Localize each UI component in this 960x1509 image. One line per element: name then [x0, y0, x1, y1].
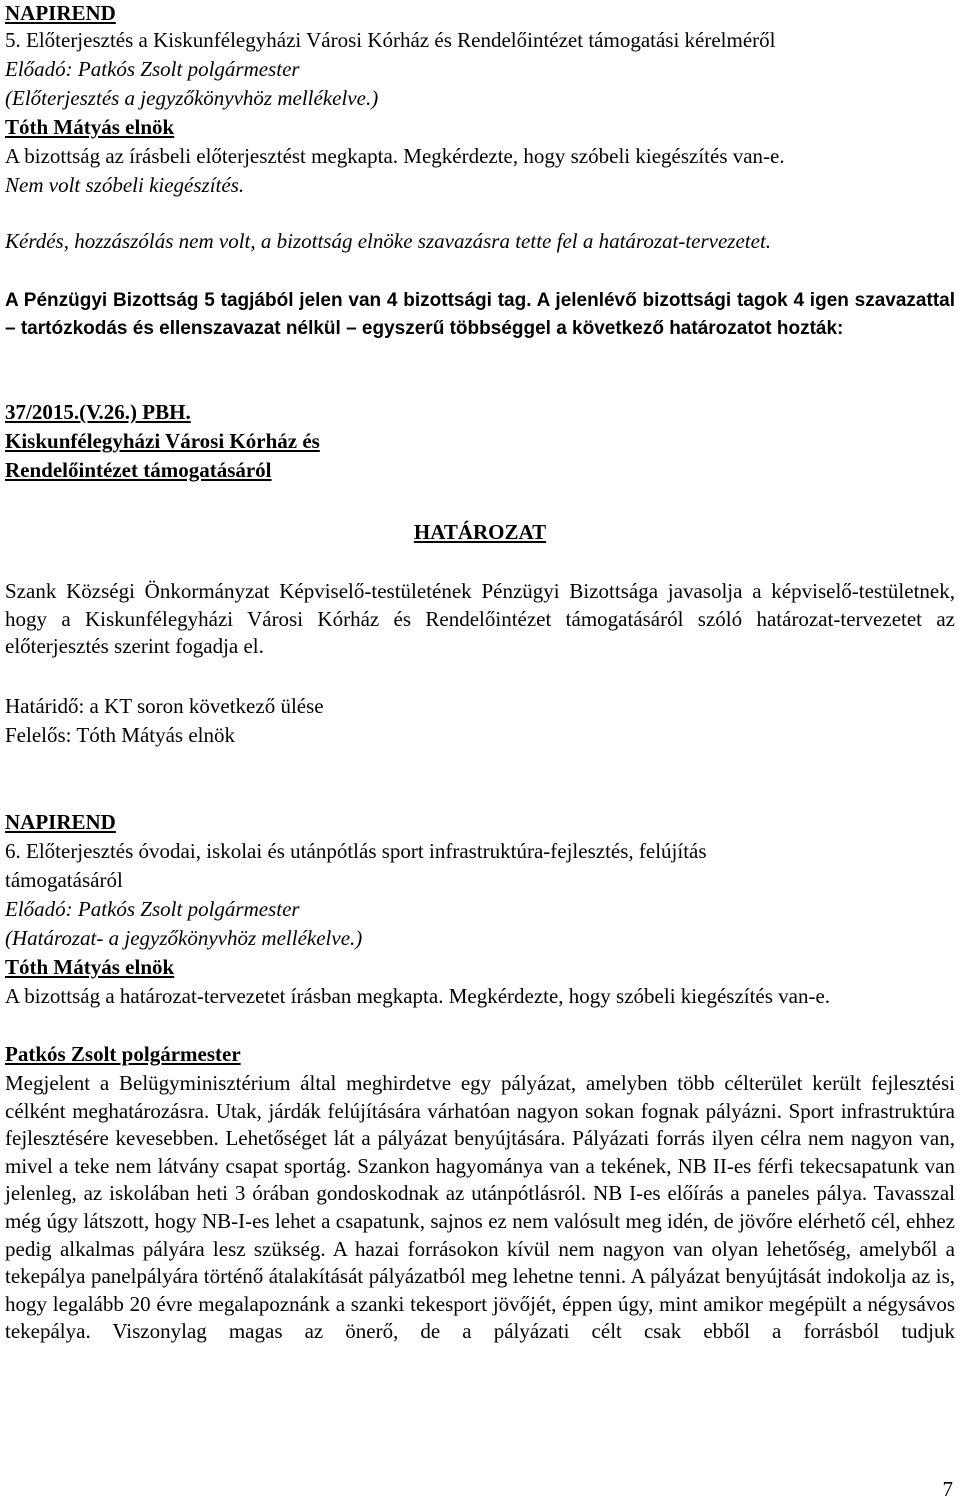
agenda-heading: NAPIREND	[5, 1, 116, 25]
presenter-line: Előadó: Patkós Zsolt polgármester	[5, 57, 300, 81]
vote-result	[5, 287, 955, 343]
note-text: Nem volt szóbeli kiegészítés.	[5, 173, 245, 197]
agenda-title: támogatásáról	[5, 868, 123, 892]
presenter-line: Előadó: Patkós Zsolt polgármester	[5, 897, 300, 921]
attachment-note: (Előterjesztés a jegyzőkönyvhöz mellékelve.)	[5, 86, 379, 110]
responsible-line: Felelős: Tóth Mátyás elnök	[5, 723, 236, 747]
speaker-name: Patkós Zsolt polgármester	[5, 1042, 241, 1066]
speaker-name: Tóth Mátyás elnök	[5, 115, 175, 139]
agenda-title: 6. Előterjesztés óvodai, iskolai és utánpótlás sport infrastruktúra-fejlesztés, felújítás	[5, 839, 707, 863]
vote-attendance: A Pénzügyi Bizottság 5 tagjából jelen van 4 bizottsági tag.	[5, 290, 532, 311]
speaker-name: Tóth Mátyás elnök	[5, 955, 175, 979]
speech-text: A bizottság a határozat-tervezetet írásban megkapta. Megkérdezte, hogy szóbeli kiegészítés van-e.	[5, 984, 831, 1008]
resolution-heading: HATÁROZAT	[413, 520, 547, 544]
agenda-title: 5. Előterjesztés a Kiskunfélegyházi Városi Kórház és Rendelőintézet támogatási kérelméről	[5, 28, 776, 52]
page-number: 7	[942, 1477, 953, 1501]
resolution-subject: Kiskunfélegyházi Városi Kórház és	[5, 429, 320, 453]
attachment-note: (Határozat- a jegyzőkönyvhöz mellékelve.)	[5, 926, 363, 950]
speech-text: Megjelent a Belügyminisztérium által meghirdetve egy pályázat, amelyben több célterület került fejlesztési célként meghatározásra. Utak, járdák felújítására várhatóan nagyon sokan fognak pályázni. Sport infrastruktúra fejlesztésére kevesebben. Lehetőséget lát a pályázat benyújtására. Pályázati forrás ilyen célra nem nagyon van, mivel a teke nem látvány csapat sportág. Szankon hagyománya van a tekének, NB II-es férfi tekecsapatunk van jelenleg, az iskolában heti 3 órában gondoskodnak az utánpótlásról. NB I-es előírás a paneles pálya. Tavasszal még úgy látszott, hogy NB-I-es lehet a csapatunk, sajnos ez nem valósult meg idén, de jövőre elérhető cél, ehhez pedig alkalmas pályára lesz szükség. A hazai forrásokon kívül nem nagyon van olyan lehetőség, amelyből a tekepálya panelpályára történő átalakítását pályázatból meg lehetne tenni. A pályázat benyújtását indokolja az is, hogy legalább 20 évre megalapoznánk a szanki tekesport jövőjét, éppen úgy, mint amikor megépült a négysávos tekepálya. Viszonylag magas az önerő, de a pályázati célt csak ebből a forrásból tudjuk	[5, 1071, 955, 1344]
note-text: Kérdés, hozzászólás nem volt, a bizottság elnöke szavazásra tette fel a határozat-tervezetet.	[5, 229, 772, 253]
resolution-body: Szank Községi Önkormányzat Képviselő-testületének Pénzügyi Bizottsága javasolja a képviselő-testületnek, hogy a Kiskunfélegyházi Városi Kórház és Rendelőintézet támogatásáról szóló határozat-tervezetet az előterjesztés szerint fogadja el.	[5, 579, 955, 659]
speech-text: A bizottság az írásbeli előterjesztést megkapta. Megkérdezte, hogy szóbeli kiegészítés van-e.	[5, 144, 785, 168]
agenda-heading: NAPIREND	[5, 810, 116, 834]
resolution-number: 37/2015.(V.26.) PBH.	[5, 400, 191, 424]
vote-outcome: A jelenlévő bizottsági tagok 4 igen szavazattal – tartózkodás és ellenszavazat nélkül – egyszerű többséggel a következő határozatot hozták:	[5, 290, 955, 339]
deadline-line: Határidő: a KT soron következő ülése	[5, 694, 324, 718]
resolution-subject: Rendelőintézet támogatásáról	[5, 458, 272, 482]
